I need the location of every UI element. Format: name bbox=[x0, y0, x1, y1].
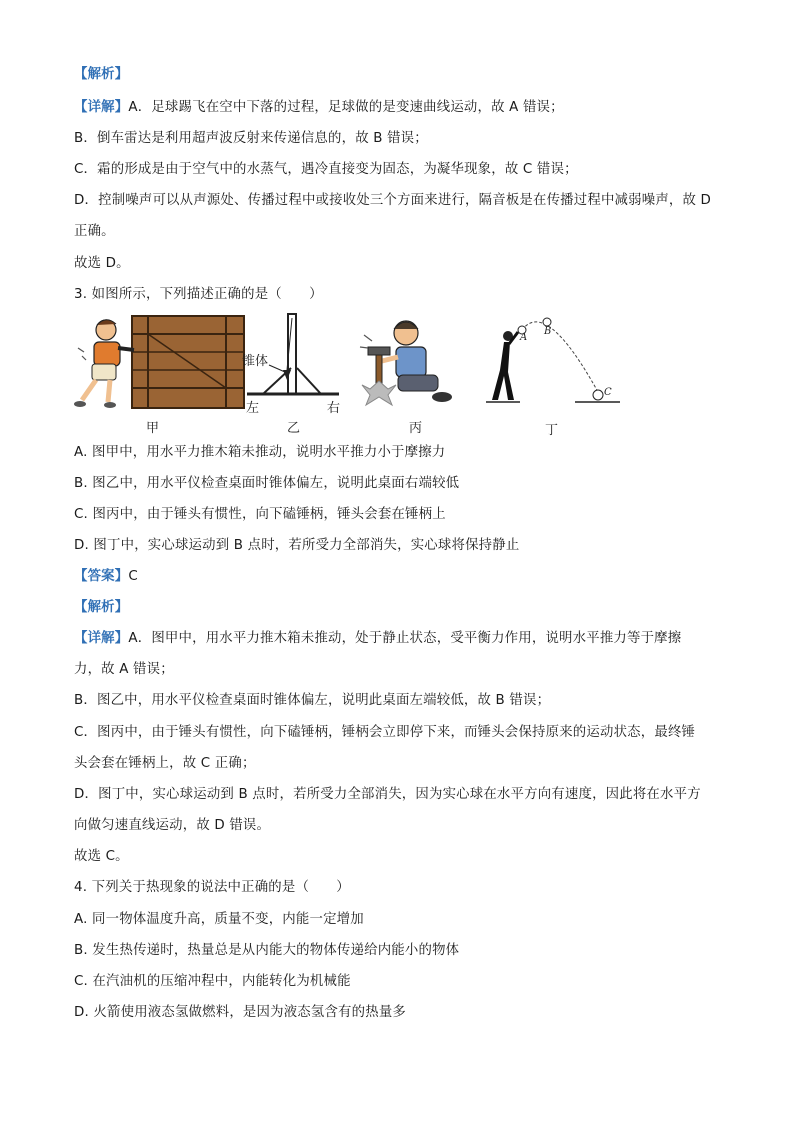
detail-text: A．足球踢飞在空中下落的过程，足球做的是变速曲线运动，故 A 错误； bbox=[128, 100, 564, 115]
conclusion: 故选 D。 bbox=[74, 256, 130, 271]
option-d: D. 图丁中，实心球运动到 B 点时，若所受力全部消失，实心球将保持静止 bbox=[74, 538, 520, 553]
crate-illustration bbox=[132, 316, 244, 408]
detail-line-3c2: 头会套在锤柄上，故 C 正确； bbox=[74, 756, 256, 771]
detail-line-d1: D．控制噪声可以从声源处、传播过程中或接收处三个方面来进行，隔音板是在传播过程中减弱噪声，故 D bbox=[74, 193, 712, 208]
question-stem: 3. 如图所示，下列描述正确的是（ ） bbox=[74, 287, 323, 302]
caption-yi: 乙 bbox=[287, 421, 301, 436]
option-b: B. 图乙中，用水平仪检查桌面时锥体偏左，说明此桌面右端较低 bbox=[74, 476, 460, 491]
option-a: A. 图甲中，用水平力推木箱未推动，说明水平推力小于摩擦力 bbox=[74, 445, 446, 460]
label-point-b: B bbox=[544, 326, 552, 337]
boy-illustration bbox=[74, 320, 134, 408]
caption-ding: 丁 bbox=[545, 423, 559, 438]
answer-line bbox=[74, 568, 138, 586]
detail-line-3d2: 向做匀速直线运动，故 D 错误。 bbox=[74, 818, 271, 833]
option-4d: D. 火箭使用液态氢做燃料，是因为液态氢含有的热量多 bbox=[74, 1005, 407, 1020]
detail-line-d2: 正确。 bbox=[74, 224, 115, 239]
conclusion-3: 故选 C。 bbox=[74, 849, 129, 864]
caption-bing: 丙 bbox=[409, 421, 423, 436]
detail-line-3a1 bbox=[74, 630, 681, 648]
detail-line-3a2: 力，故 A 错误； bbox=[74, 662, 174, 677]
option-4a: A. 同一物体温度升高，质量不变，内能一定增加 bbox=[74, 912, 364, 927]
detail-tag-3: 【详解】 bbox=[74, 631, 129, 646]
detail-line-3d1: D．图丁中，实心球运动到 B 点时，若所受力全部消失，因为实心球在水平方向有速度，因此将在水平方 bbox=[74, 787, 701, 802]
label-zhuiti: 锥体 bbox=[242, 354, 269, 369]
detail-line-3c1: C．图丙中，由于锤头有惯性，向下磕锤柄，锤柄会立即停下来，而锤头会保持原来的运动状态，最终锤 bbox=[74, 725, 696, 740]
analysis-tag-3: 【解析】 bbox=[74, 600, 129, 615]
answer-tag: 【答案】 bbox=[74, 569, 129, 584]
detail-line bbox=[74, 99, 564, 117]
option-4c: C. 在汽油机的压缩冲程中，内能转化为机械能 bbox=[74, 974, 351, 989]
option-4b: B. 发生热传递时，热量总是从内能大的物体传递给内能小的物体 bbox=[74, 943, 460, 958]
hammer-man-illustration bbox=[360, 321, 452, 405]
detail-text-3a1: A．图甲中，用水平力推木箱未推动，处于静止状态，受平衡力作用，说明水平推力等于摩擦 bbox=[128, 631, 682, 646]
detail-line-c: C．霜的形成是由于空气中的水蒸气，遇冷直接变为固态，为凝华现象，故 C 错误； bbox=[74, 162, 578, 177]
detail-line-b: B．倒车雷达是利用超声波反射来传递信息的，故 B 错误； bbox=[74, 131, 428, 146]
label-point-a: A bbox=[520, 332, 528, 343]
detail-line-3b: B．图乙中，用水平仪检查桌面时锥体偏左，说明此桌面左端较低，故 B 错误； bbox=[74, 693, 551, 708]
detail-tag: 【详解】 bbox=[74, 100, 129, 115]
label-zuo: 左 bbox=[246, 401, 260, 416]
question-stem-4: 4. 下列关于热现象的说法中正确的是（ ） bbox=[74, 880, 350, 895]
figure-jia bbox=[74, 312, 254, 412]
shot-put-illustration bbox=[486, 318, 620, 402]
caption-jia: 甲 bbox=[146, 421, 160, 436]
label-point-c: C bbox=[604, 387, 612, 398]
answer-value: C bbox=[128, 569, 138, 584]
option-c: C. 图丙中，由于锤头有惯性，向下磕锤柄，锤头会套在锤柄上 bbox=[74, 507, 446, 522]
label-you: 右 bbox=[327, 401, 341, 416]
figure-bing bbox=[358, 315, 463, 407]
analysis-tag: 【解析】 bbox=[74, 67, 129, 82]
